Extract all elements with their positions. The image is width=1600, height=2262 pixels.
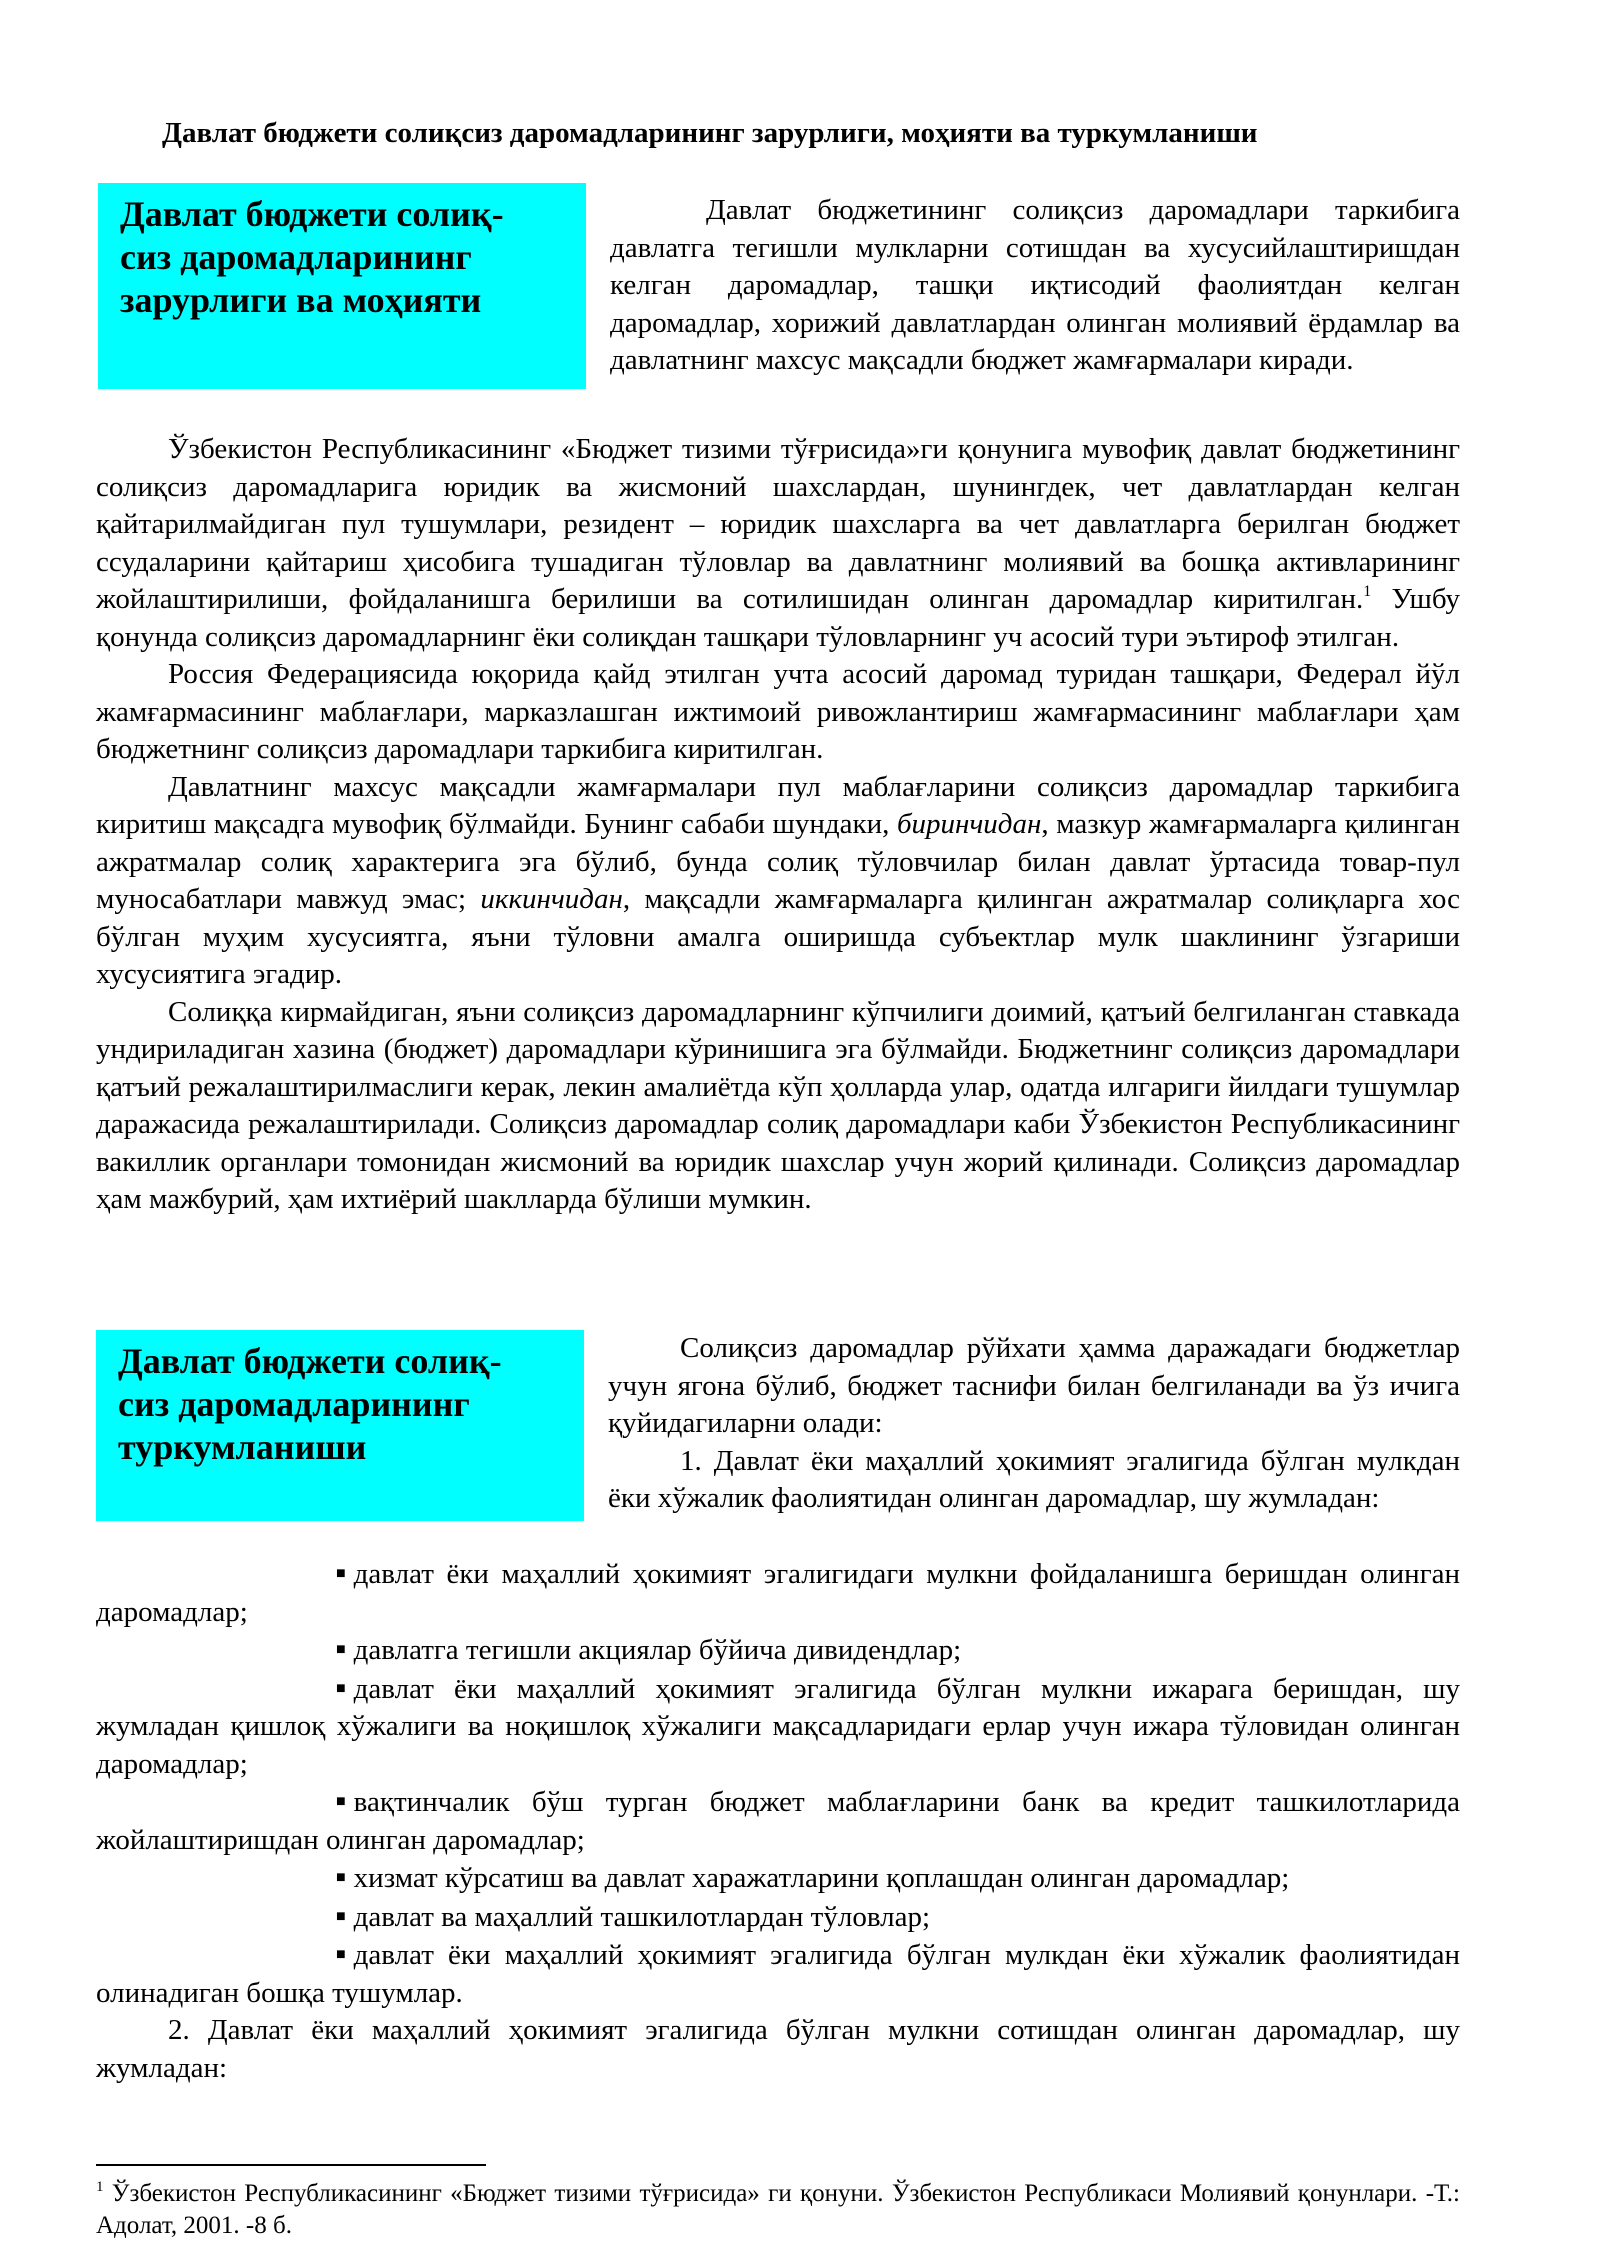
section-heading-line: Давлат бюджети солиқ- (118, 1341, 502, 1381)
paragraph-russia: Россия Федерациясида юқорида қайд этилган учта асосий даромад туридан ташқари, Федерал йўл жамғармасининг маблағлари, марказлашган ижтимоий ривожлантириш жамғармасининг маблағлари ҳам бюджетнинг солиқсиз даромадлари таркибига киритилган. (96, 658, 1460, 765)
paragraph-text: , мақсадли жамғармаларга қилинган ажратмалар солиқларга хос бўлган муҳим хусусиятга, яъни тўловни амалга оширишда субъектлар мулк шаклининг ўзгариши хусусиятига эгадир. (96, 883, 1460, 990)
numbered-item-1: 1. Давлат ёки маҳаллий ҳокимият эгалигида бўлган мулкдан ёки хўжалик фаолиятидан олинган даромадлар, шу жумладан: (608, 1444, 1460, 1514)
numbered-item-2: 2. Давлат ёки маҳаллий ҳокимият эгалигида бўлган мулкни сотишдан олинган даромадлар, шу жумладан: (96, 2014, 1460, 2084)
paragraph-text: Ўзбекистон Республикасининг «Бюджет тизими тўғрисида»ги қонунига мувофиқ давлат бюджетининг солиқсиз даромадларига юридик ва жисмоний шахслардан, шунингдек, чет давлатлардан келган қайтарилмайдиган пул тушумлари, резидент – юридик шахсларга ва чет давлатларга берилган бюджет ссудаларини қайтариш ҳисобига тушадиган тўловлар ва давлатнинг молиявий ва бошқа активларининг жойлаштирилиши, фойдаланишга берилиши ва сотилишидан олинган даромадлар киритилган. (96, 433, 1460, 615)
section1-body (96, 431, 1460, 1219)
paragraph-special-funds (96, 769, 1460, 994)
intro-paragraph: Солиқсиз даромадлар рўйхати ҳамма даражадаги бюджетлар учун ягона бўлиб, бюджет таснифи билан белгиланади ва ўз ичига қуйидагиларни олади: (608, 1332, 1460, 1439)
square-bullet-icon: ■ (336, 1793, 346, 1810)
section-heading-line: зарурлиги ва моҳияти (120, 280, 482, 320)
list-item (96, 1631, 1460, 1670)
square-bullet-icon: ■ (336, 1641, 346, 1658)
section-heading-box-classification (96, 1330, 584, 1521)
section-heading-line: Давлат бюджети солиқ- (120, 194, 504, 234)
emphasis-first: биринчидан (896, 808, 1042, 840)
footnote-mark: 1 (96, 2179, 104, 2195)
paragraph-text: Давлатнинг махсус мақсадли жамғармалари пул маблағларини солиқсиз даромадлар таркибига киритиш мақсадга мувофиқ бўлмайди. Бунинг сабаби шундаки, (96, 770, 1460, 840)
square-bullet-icon: ■ (336, 1946, 346, 1963)
paragraph-text: Ушбу қонунда солиқсиз даромадларнинг ёки солиқдан ташқари тўловларнинг уч асосий тури эътироф этилган. (96, 583, 1460, 653)
section-heading-line: сиз даромадларининг (120, 237, 472, 277)
footnote (96, 2178, 1460, 2242)
list-item-text: хизмат кўрсатиш ва давлат харажатларини қоплашдан олинган даромадлар; (353, 1862, 1290, 1894)
list-item-text: давлат ёки маҳаллий ҳокимият эгалигида бўлган мулкдан ёки хўжалик фаолиятидан олинадиган бошқа тушумлар. (96, 1939, 1460, 2009)
square-bullet-icon: ■ (336, 1679, 346, 1697)
section2-list (96, 1555, 1460, 2087)
footnote-ref[interactable]: 1 (1363, 583, 1372, 600)
paragraph-law (96, 431, 1460, 656)
page-title: Давлат бюджети солиқсиз даромадларининг зарурлиги, моҳияти ва туркумланиши (162, 117, 1258, 149)
section1-intro (610, 192, 1460, 380)
list-item-text: давлат ёки маҳаллий ҳокимият эгалигида бўлган мулкни ижарага беришдан, шу жумладан қишлоқ хўжалиги ва ноқишлоқ хўжалиги мақсадларидаги ерлар учун ижара тўловидан олинган даромадлар; (96, 1672, 1460, 1780)
list-item (96, 1898, 1460, 1937)
list-item (96, 1859, 1460, 1898)
emphasis-second: иккинчидан (480, 883, 623, 915)
square-bullet-icon: ■ (336, 1565, 346, 1582)
list-item (96, 1936, 1460, 2012)
paragraph-non-tax-nature: Солиққа кирмайдиган, яъни солиқсиз даромадларнинг кўпчилиги доимий, қатъий белгиланган ставкада ундириладиган хазина (бюджет) даромадлари кўринишига эга бўлмайди. Бюджетнинг солиқсиз даромадлари қатъий режалаштирилмаслиги керак, лекин амалиётда кўп ҳолларда улар, одатда илгариги йилдаги тушумлар даражасида режалаштирилади. Солиқсиз даромадлар солиқ даромадлари каби Ўзбекистон Республикасининг вакиллик органлари томонидан жисмоний ва юридик шахслар учун жорий қилинади. Солиқсиз даромадлар ҳам мажбурий, ҳам ихтиёрий шаклларда бўлиши мумкин. (96, 995, 1460, 1215)
list-item-text: давлат ва маҳаллий ташкилотлардан тўловлар; (353, 1900, 931, 1933)
list-item (96, 1555, 1460, 1631)
square-bullet-icon: ■ (336, 1869, 346, 1886)
footnote-divider (96, 2164, 486, 2166)
paragraph-text: , мазкур жамғармаларга қилинган ажратмалар солиқ характерига эга бўлиб, бунда солиқ тўловчилар билан давлат ўртасида товар-пул муносабатлари мавжуд эмас; (96, 808, 1460, 915)
square-bullet-icon: ■ (336, 1907, 346, 1925)
intro-paragraph: Давлат бюджетининг солиқсиз даромадлари таркибига давлатга тегишли мулкларни сотишдан ва хусусийлаштиришдан келган даромадлар, ташқи иқтисодий фаолиятдан келган даромадлар, хорижий давлатлардан олинган молиявий ёрдамлар ва давлатнинг махсус мақсадли бюджет жамғармалари киради. (610, 194, 1460, 376)
section2-intro (608, 1330, 1460, 1518)
list-item-text: давлат ёки маҳаллий ҳокимият эгалигидаги мулкни фойдаланишга беришдан олинган даромадлар; (96, 1558, 1460, 1628)
section-heading-line: туркумланиши (118, 1427, 367, 1467)
section-heading-line: сиз даромадларининг (118, 1384, 470, 1424)
footnote-text: Ўзбекистон Республикасининг «Бюджет тизими тўғрисида» ги қонуни. Ўзбекистон Республикаси Молиявий қонунлари. -Т.: Адолат, 2001. -8 б. (96, 2180, 1460, 2239)
list-item-text: вақтинчалик бўш турган бюджет маблағларини банк ва кредит ташкилотларида жойлаштиришдан олинган даромадлар; (96, 1786, 1460, 1856)
list-item (96, 1670, 1460, 1784)
list-item-text: давлатга тегишли акциялар бўйича дивидендлар; (353, 1634, 962, 1666)
section-heading-box-necessity (98, 183, 586, 389)
list-item (96, 1783, 1460, 1859)
